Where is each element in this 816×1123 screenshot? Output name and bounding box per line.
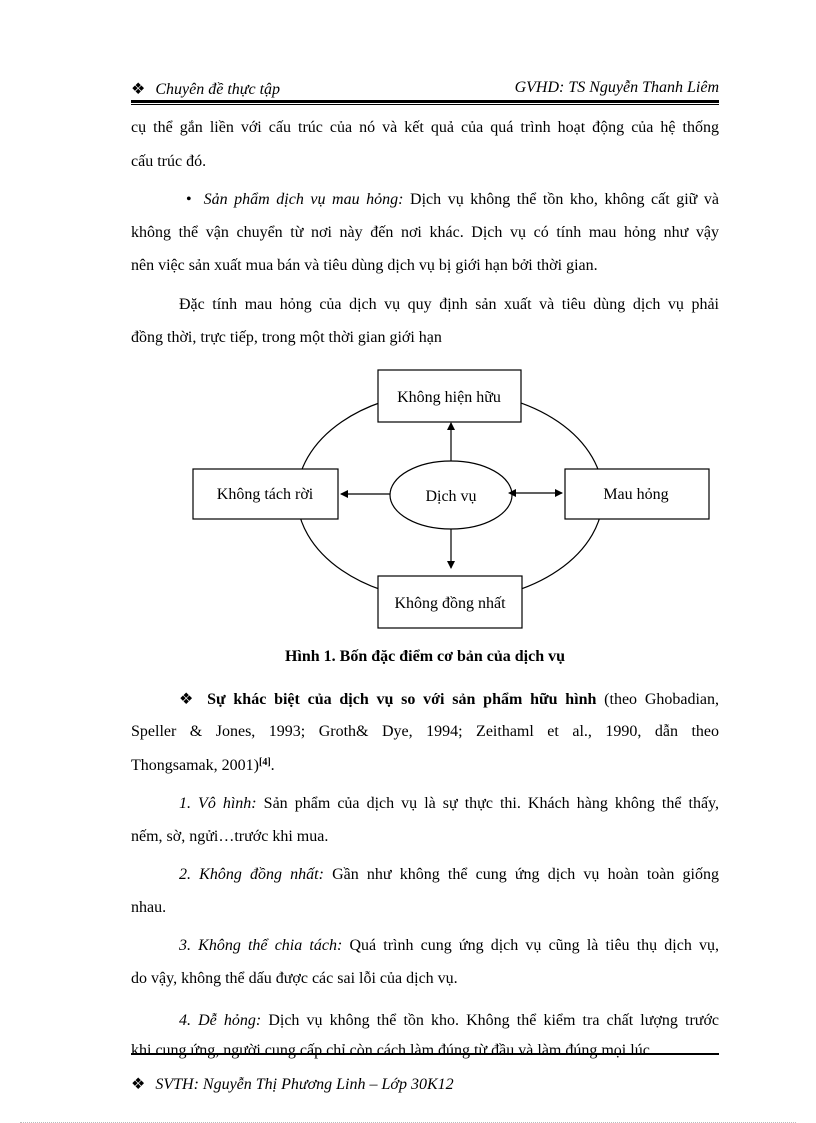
term-perishable: Sản phẩm dịch vụ mau hỏng: (203, 191, 404, 208)
text-line: 1. Vô hình: Sản phẩm của dịch vụ là sự thực thi. Khách hàng không thể thấy, (179, 795, 720, 812)
text-line: Thongsamak, 2001)[4]. (131, 757, 275, 774)
reference-marker: [4] (258, 757, 271, 768)
item-term: 2. Không đồng nhất: (179, 866, 324, 883)
label-center: Dịch vụ (425, 488, 477, 505)
term-description: Dịch vụ không thể tồn kho, không cất giữ và (403, 191, 719, 208)
footer-rule (131, 1053, 719, 1055)
label-top: Không hiện hữu (397, 389, 501, 406)
citation-text: (theo Ghobadian, (596, 691, 720, 708)
text-line: nhau. (131, 899, 167, 916)
text-line: Speller & Jones, 1993; Groth& Dye, 1994; Zeithaml et al., 1990, dẫn theo (131, 723, 719, 740)
item-term: 3. Không thể chia tách: (179, 937, 343, 954)
label-bottom: Không đồng nhất (394, 595, 506, 612)
text-line: không thể vận chuyển từ nơi này đến nơi khác. Dịch vụ có tính mau hỏng như vậy (131, 224, 719, 241)
figure-caption: Hình 1. Bốn đặc điểm cơ bản của dịch vụ (284, 648, 566, 665)
footer-student: SVTH: Nguyễn Thị Phương Linh – Lớp 30K12 (155, 1076, 454, 1093)
item-term: 1. Vô hình: (179, 795, 257, 812)
text-line: cụ thể gắn liền với cấu trúc của nó và kết quả của quá trình hoạt động của hệ thống (131, 119, 719, 136)
text-line: 2. Không đồng nhất: Gần như không thể cung ứng dịch vụ hoàn toàn giống (179, 866, 719, 883)
text-line: do vậy, không thể dấu được các sai lỗi của dịch vụ. (131, 970, 458, 987)
text-line: 4. Dễ hỏng: Dịch vụ không thể tồn kho. Không thể kiểm tra chất lượng trước (179, 1012, 720, 1029)
text-line: nếm, sờ, ngửi…trước khi mua. (131, 828, 329, 845)
diamond-bullet-icon: ❖ (179, 691, 198, 708)
diamond-bullet-icon: ❖ (131, 1076, 146, 1093)
text-line: đồng thời, trực tiếp, trong một thời gian giới hạn (131, 329, 442, 346)
text-line: Đặc tính mau hỏng của dịch vụ quy định sản xuất và tiêu dùng dịch vụ phải (179, 296, 719, 313)
label-right: Mau hỏng (603, 486, 669, 503)
item-term: 4. Dễ hỏng: (179, 1012, 262, 1029)
diamond-bullet-icon: ❖ (131, 81, 146, 98)
header-supervisor: GVHD: TS Nguyễn Thanh Liêm (514, 79, 719, 96)
text-line: 3. Không thể chia tách: Quá trình cung ứng dịch vụ cũng là tiêu thụ dịch vụ, (179, 937, 720, 954)
text-line: khi cung ứng, người cung cấp chỉ còn cách làm đúng từ đầu và làm đúng mọi lúc. (131, 1042, 654, 1059)
dot-bullet-icon: • (186, 191, 192, 208)
section-heading: Sự khác biệt của dịch vụ so với sản phẩm hữu hình (207, 691, 597, 708)
text-line: cấu trúc đó. (131, 153, 207, 170)
text-line (179, 689, 719, 711)
header-course-title: Chuyên đề thực tập (155, 81, 281, 98)
text-line: nên việc sản xuất mua bán và tiêu dùng dịch vụ bị giới hạn bởi thời gian. (131, 257, 598, 274)
label-left: Không tách rời (216, 486, 314, 503)
page-footer (131, 1074, 454, 1094)
